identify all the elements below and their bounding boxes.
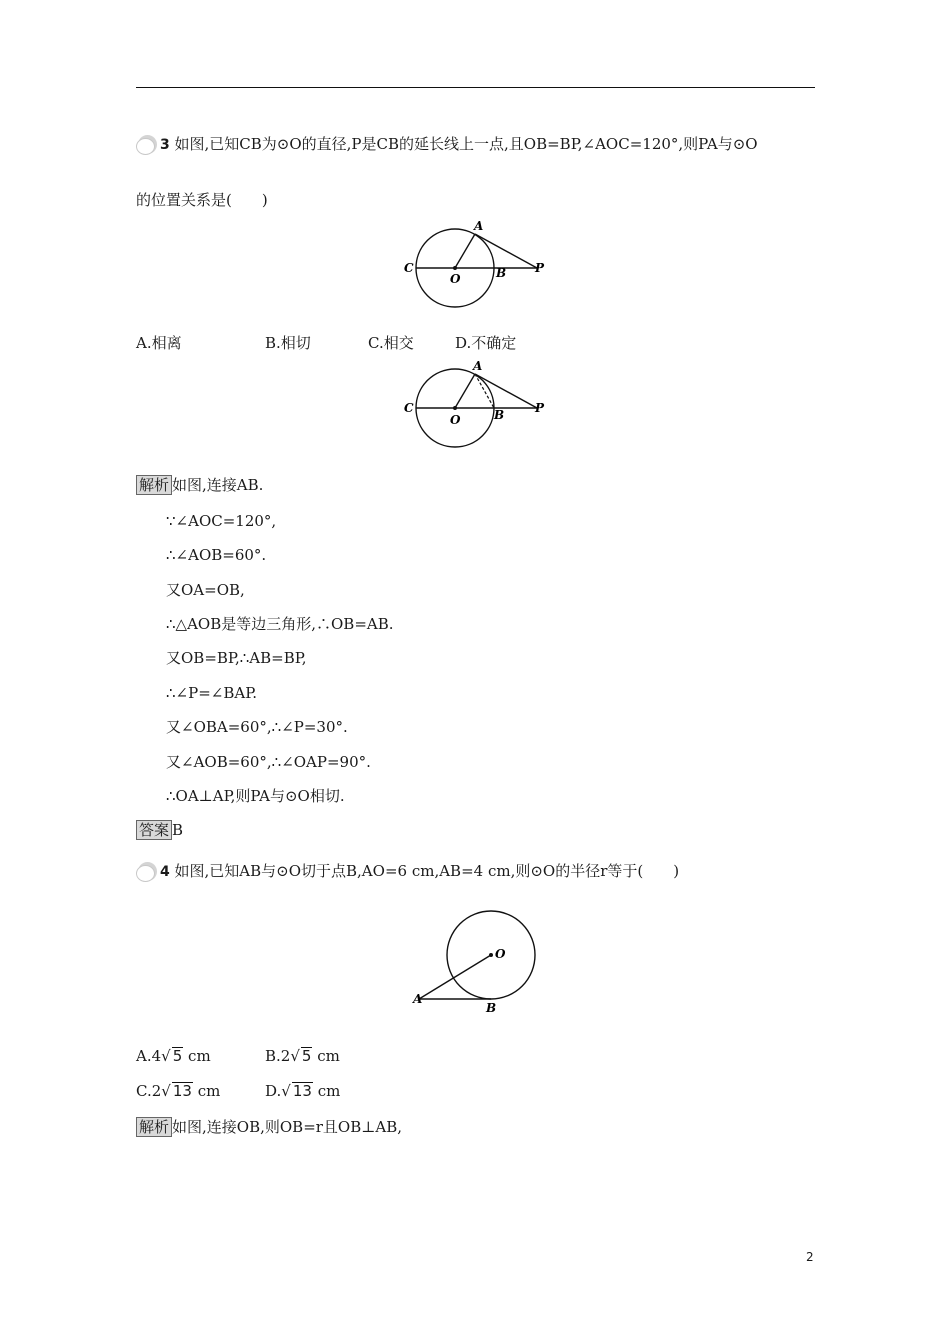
label-o: O: [450, 272, 461, 286]
center-dot: [453, 406, 457, 410]
q4-stem-text: 如图,已知AB与⊙O切于点B,AO=6 cm,AB=4 cm,则⊙O的半径r等于( ): [174, 862, 680, 880]
segment-ap: [475, 374, 537, 408]
q4-option-a-unit: cm: [188, 1047, 211, 1065]
answer-tag: 答案: [136, 820, 172, 840]
q3-analysis-line-3: 又OA=OB,: [166, 581, 245, 599]
q4-option-b-unit: cm: [317, 1047, 340, 1065]
q4-analysis-line: [136, 1117, 402, 1137]
q3-option-d: D.不确定: [455, 334, 517, 352]
q3-option-a: A.相离: [136, 334, 182, 352]
sqrt-icon: √: [161, 1047, 171, 1065]
q3-option-c: C.相交: [368, 334, 414, 352]
q3-number: 3: [160, 137, 170, 153]
q3-option-b: B.相切: [265, 334, 311, 352]
label-a: A: [474, 219, 484, 233]
label-a: A: [413, 992, 423, 1006]
q3-analysis-line-9: ∴OA⊥AP,则PA与⊙O相切.: [166, 787, 345, 805]
q4-option-c-root: 13: [172, 1082, 192, 1100]
page-number: 2: [806, 1250, 814, 1264]
center-dot: [453, 266, 457, 270]
q3-stem-text: 如图,已知CB为⊙O的直径,P是CB的延长线上一点,且OB=BP,∠AOC=120°,则PA与⊙O: [174, 135, 758, 153]
q3-analysis-line-7: 又∠OBA=60°,∴∠P=30°.: [166, 718, 348, 736]
segment-ao: [419, 955, 491, 999]
q3-analysis-text-0: 如图,连接AB.: [172, 476, 264, 494]
label-o: O: [495, 947, 506, 961]
q4-number: 4: [160, 864, 170, 880]
q4-analysis-text: 如图,连接OB,则OB=r且OB⊥AB,: [172, 1118, 402, 1136]
analysis-tag: 解析: [136, 1117, 172, 1137]
q4-option-d-prefix: D.: [265, 1082, 282, 1100]
question-marker-icon: [136, 135, 160, 155]
q4-option-a-root: 5: [172, 1047, 183, 1065]
sqrt-icon: √: [290, 1047, 300, 1065]
label-b: B: [486, 1001, 497, 1015]
question-marker-icon: [136, 862, 160, 882]
q4-option-b-prefix: B.2: [265, 1047, 291, 1065]
label-a: A: [473, 359, 483, 373]
q4-option-c: [136, 1081, 220, 1101]
q4-option-d-root: 13: [292, 1082, 312, 1100]
segment-oa: [455, 234, 475, 268]
center-dot: [489, 953, 493, 957]
q3-analysis-line-6: ∴∠P=∠BAP.: [166, 684, 258, 702]
q3-figure: [400, 216, 560, 316]
q4-option-a: [136, 1046, 211, 1066]
label-p: P: [535, 261, 545, 275]
label-c: C: [404, 401, 414, 415]
q4-stem: [136, 861, 679, 882]
q4-option-a-prefix: A.4: [136, 1047, 162, 1065]
label-b: B: [494, 408, 505, 422]
label-o: O: [450, 413, 461, 427]
q3-analysis-line-5: 又OB=BP,∴AB=BP,: [166, 649, 307, 667]
q4-option-d-unit: cm: [317, 1082, 341, 1100]
q3-analysis-line-4: ∴△AOB是等边三角形,∴OB=AB.: [166, 615, 394, 633]
label-p: P: [535, 401, 545, 415]
q3-answer-value: B: [172, 821, 184, 839]
q4-option-b: [265, 1046, 340, 1066]
q4-option-b-root: 5: [301, 1047, 312, 1065]
sqrt-icon: √: [161, 1082, 171, 1100]
sqrt-icon: √: [281, 1082, 291, 1100]
analysis-tag: 解析: [136, 475, 172, 495]
q4-option-c-unit: cm: [197, 1082, 221, 1100]
q3-stem-line2: 的位置关系是( ): [136, 191, 268, 209]
q3-analysis-line-2: ∴∠AOB=60°.: [166, 546, 267, 564]
q4-figure: [405, 905, 545, 1020]
q3-analysis-line-0: [136, 475, 263, 495]
segment-ap: [475, 234, 537, 268]
label-b: B: [496, 266, 507, 280]
q4-option-c-prefix: C.2: [136, 1082, 162, 1100]
q4-option-d: [265, 1081, 340, 1101]
q3-analysis-line-1: ∵∠AOC=120°,: [166, 512, 277, 530]
label-c: C: [404, 261, 414, 275]
header-rule: [136, 87, 815, 88]
q3-analysis-line-8: 又∠AOB=60°,∴∠OAP=90°.: [166, 753, 371, 771]
q3-analysis-figure: [400, 358, 560, 458]
segment-oa: [455, 374, 475, 408]
q3-answer: [136, 820, 183, 840]
q3-stem-line1: [136, 134, 758, 155]
